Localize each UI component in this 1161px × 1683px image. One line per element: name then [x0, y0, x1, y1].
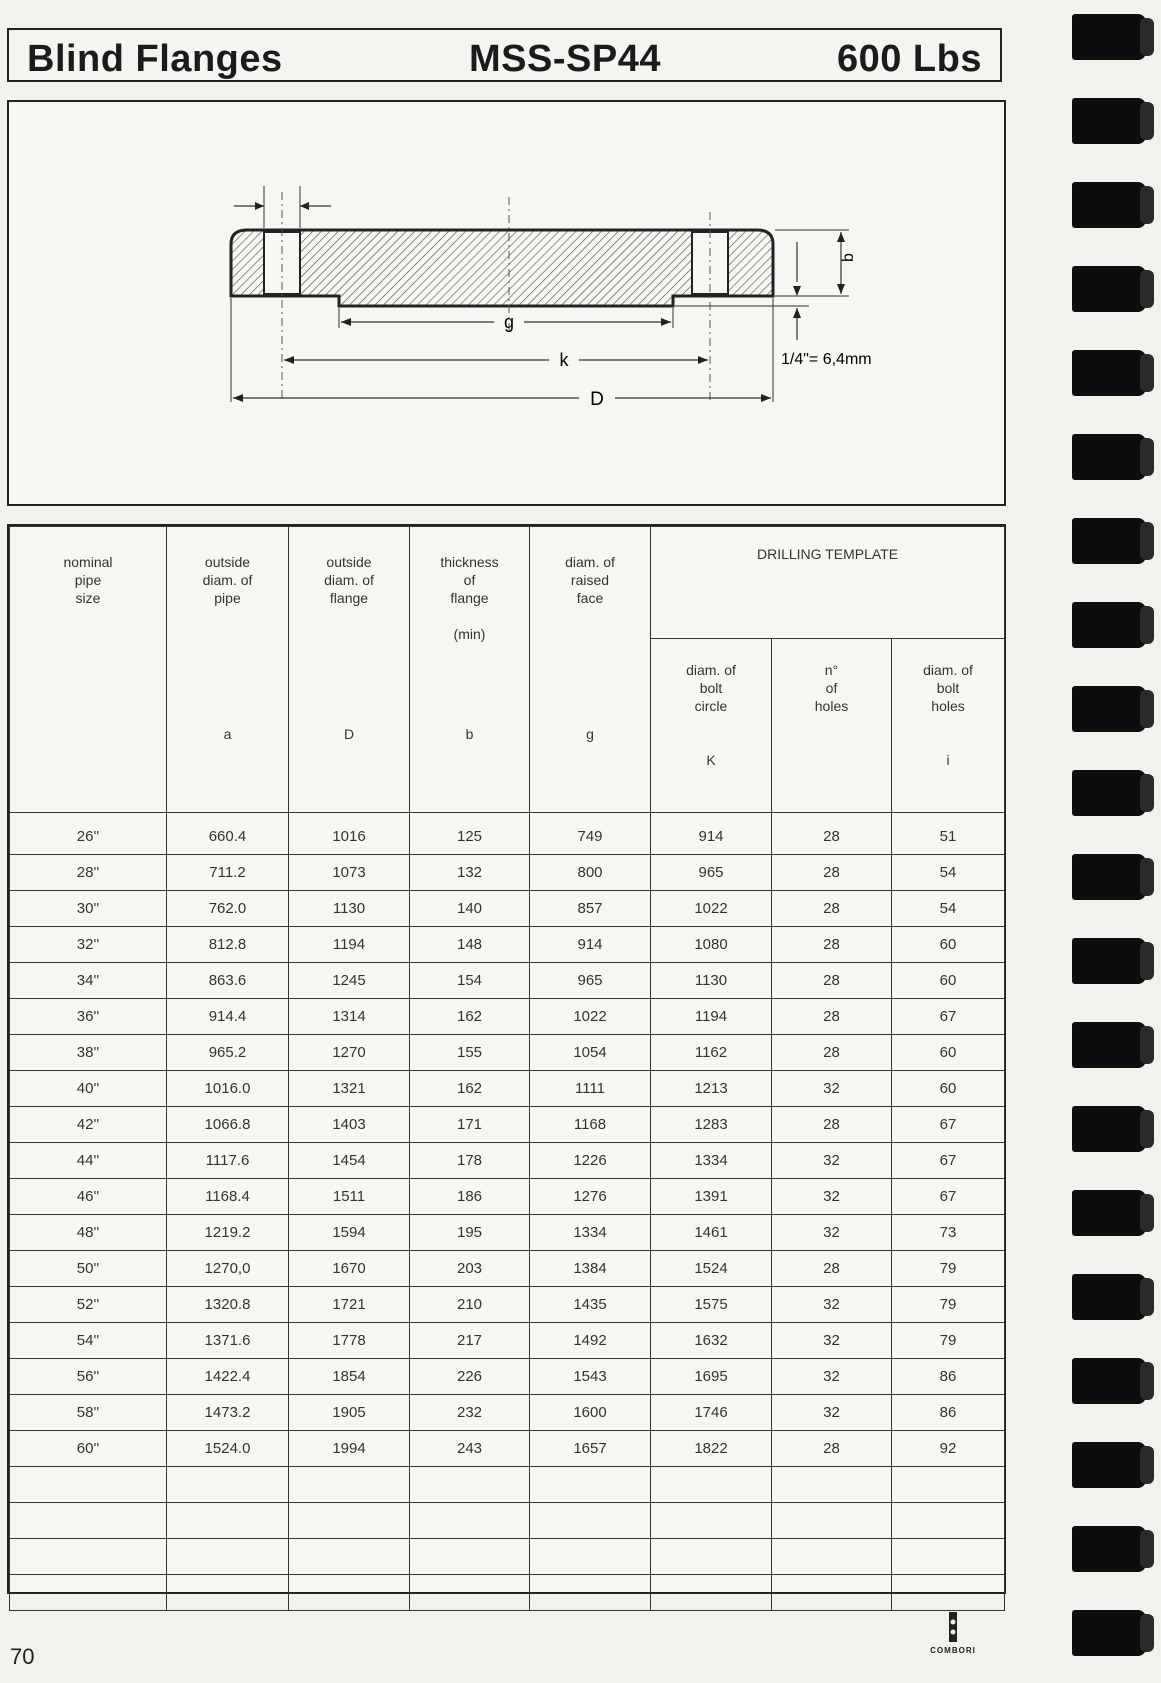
title-standard: MSS-SP44 — [469, 38, 661, 80]
table-cell-empty — [289, 1467, 410, 1503]
table-row — [10, 1071, 1005, 1107]
table-cell: 32 — [772, 1323, 892, 1359]
table-cell: 32 — [772, 1215, 892, 1251]
table-cell: 125 — [410, 813, 530, 855]
table-cell: 1213 — [651, 1071, 772, 1107]
table-cell: 1454 — [289, 1143, 410, 1179]
table-cell: 1117.6 — [167, 1143, 289, 1179]
table-cell: 32 — [772, 1071, 892, 1107]
title-product: Blind Flanges — [27, 38, 283, 80]
table-row — [10, 963, 1005, 999]
table-cell: 73 — [892, 1215, 1005, 1251]
binder-ring — [1072, 686, 1146, 732]
table-cell: 67 — [892, 1143, 1005, 1179]
table-cell: 30'' — [10, 891, 167, 927]
table-row — [10, 1215, 1005, 1251]
table-cell: 186 — [410, 1179, 530, 1215]
flange-drawing — [7, 100, 1006, 506]
table-cell-empty — [167, 1575, 289, 1611]
table-cell: 140 — [410, 891, 530, 927]
table-cell: 1543 — [530, 1359, 651, 1395]
table-cell: 79 — [892, 1251, 1005, 1287]
table-cell: 1016 — [289, 813, 410, 855]
table-cell-empty — [10, 1503, 167, 1539]
table-cell: 42'' — [10, 1107, 167, 1143]
table-cell: 1473.2 — [167, 1395, 289, 1431]
table-cell: 1334 — [651, 1143, 772, 1179]
table-row — [10, 1395, 1005, 1431]
table-cell: 46'' — [10, 1179, 167, 1215]
table-cell: 914 — [651, 813, 772, 855]
table-cell: 38'' — [10, 1035, 167, 1071]
binder-ring — [1072, 938, 1146, 984]
label-raised-face: 1/4"= 6,4mm — [781, 351, 872, 368]
binder-ring — [1072, 1022, 1146, 1068]
table-cell: 48'' — [10, 1215, 167, 1251]
table-cell: 1435 — [530, 1287, 651, 1323]
table-cell: 1162 — [651, 1035, 772, 1071]
binder-ring — [1072, 98, 1146, 144]
table-row — [10, 1359, 1005, 1395]
table-row — [10, 1431, 1005, 1467]
table-cell: 60 — [892, 1035, 1005, 1071]
table-cell: 1130 — [651, 963, 772, 999]
logo-text: COMBORI — [930, 1646, 976, 1655]
table-cell: 1594 — [289, 1215, 410, 1251]
table-cell: 1194 — [651, 999, 772, 1035]
table-cell-empty — [530, 1467, 651, 1503]
binder-ring — [1072, 1526, 1146, 1572]
table-cell: 28 — [772, 813, 892, 855]
table-cell-empty — [410, 1467, 530, 1503]
table-cell-empty — [410, 1575, 530, 1611]
table-row — [10, 1179, 1005, 1215]
table-cell: 1600 — [530, 1395, 651, 1431]
title-bar — [7, 28, 1002, 82]
table-row — [10, 1143, 1005, 1179]
table-cell: 148 — [410, 927, 530, 963]
binder-ring — [1072, 434, 1146, 480]
table-cell: 28 — [772, 999, 892, 1035]
table-row — [10, 1287, 1005, 1323]
table-cell: 67 — [892, 1107, 1005, 1143]
table-cell: 1511 — [289, 1179, 410, 1215]
table-cell: 60 — [892, 927, 1005, 963]
table-cell-empty — [167, 1539, 289, 1575]
table-cell-empty — [772, 1575, 892, 1611]
table-cell: 1245 — [289, 963, 410, 999]
header-number-of-holes: n° of holes — [772, 639, 892, 813]
table-cell: 1695 — [651, 1359, 772, 1395]
table-cell: 1066.8 — [167, 1107, 289, 1143]
table-cell-empty — [530, 1575, 651, 1611]
table-cell: 162 — [410, 1071, 530, 1107]
table-cell: 155 — [410, 1035, 530, 1071]
table-row-empty — [10, 1503, 1005, 1539]
table-cell: 1314 — [289, 999, 410, 1035]
binder-spiral — [1070, 0, 1161, 1683]
table-cell: 857 — [530, 891, 651, 927]
dimensions-table — [9, 526, 1005, 1611]
table-cell: 1524 — [651, 1251, 772, 1287]
table-cell-empty — [289, 1503, 410, 1539]
table-row — [10, 1035, 1005, 1071]
table-cell: 863.6 — [167, 963, 289, 999]
table-row — [10, 1107, 1005, 1143]
table-cell: 1422.4 — [167, 1359, 289, 1395]
table-cell: 162 — [410, 999, 530, 1035]
table-cell: 1016.0 — [167, 1071, 289, 1107]
table-cell: 36'' — [10, 999, 167, 1035]
table-cell: 195 — [410, 1215, 530, 1251]
table-cell: 1670 — [289, 1251, 410, 1287]
title-pressure-class: 600 Lbs — [836, 38, 982, 80]
table-cell-empty — [167, 1467, 289, 1503]
table-cell: 203 — [410, 1251, 530, 1287]
table-cell: 171 — [410, 1107, 530, 1143]
table-cell-empty — [651, 1539, 772, 1575]
table-cell: 914.4 — [167, 999, 289, 1035]
dimensions-table-container — [7, 524, 1006, 1594]
binder-ring — [1072, 1610, 1146, 1656]
table-cell: 1492 — [530, 1323, 651, 1359]
header-nominal-pipe-size: nominal pipe size — [10, 527, 167, 813]
table-cell: 1321 — [289, 1071, 410, 1107]
table-cell-empty — [530, 1539, 651, 1575]
table-cell: 232 — [410, 1395, 530, 1431]
table-cell-empty — [892, 1575, 1005, 1611]
table-cell: 1022 — [530, 999, 651, 1035]
table-cell: 51 — [892, 813, 1005, 855]
header-diam-bolt-circle: diam. of bolt circle K — [651, 639, 772, 813]
table-cell: 1746 — [651, 1395, 772, 1431]
table-cell: 1721 — [289, 1287, 410, 1323]
table-cell: 1194 — [289, 927, 410, 963]
table-cell: 28 — [772, 927, 892, 963]
table-cell-empty — [10, 1467, 167, 1503]
table-cell: 32 — [772, 1287, 892, 1323]
table-cell: 1632 — [651, 1323, 772, 1359]
table-cell-empty — [651, 1503, 772, 1539]
table-cell: 32 — [772, 1359, 892, 1395]
table-row — [10, 1323, 1005, 1359]
page-number: 70 — [10, 1644, 35, 1669]
table-cell-empty — [892, 1467, 1005, 1503]
table-cell: 762.0 — [167, 891, 289, 927]
table-cell: 1371.6 — [167, 1323, 289, 1359]
table-row — [10, 927, 1005, 963]
table-body — [10, 813, 1005, 1611]
table-cell: 28 — [772, 855, 892, 891]
table-cell: 1384 — [530, 1251, 651, 1287]
table-cell: 28 — [772, 963, 892, 999]
table-cell: 1575 — [651, 1287, 772, 1323]
table-cell: 28 — [772, 1431, 892, 1467]
table-cell: 217 — [410, 1323, 530, 1359]
binder-ring — [1072, 182, 1146, 228]
binder-ring — [1072, 602, 1146, 648]
binder-ring — [1072, 854, 1146, 900]
table-cell: 67 — [892, 999, 1005, 1035]
table-cell: 32 — [772, 1179, 892, 1215]
table-cell-empty — [651, 1575, 772, 1611]
table-row — [10, 813, 1005, 855]
header-outside-diam-pipe: outside diam. of pipe a — [167, 527, 289, 813]
table-cell: 32 — [772, 1143, 892, 1179]
table-row — [10, 999, 1005, 1035]
table-cell: 1270,0 — [167, 1251, 289, 1287]
binder-ring — [1072, 1274, 1146, 1320]
table-cell: 1283 — [651, 1107, 772, 1143]
table-cell: 1073 — [289, 855, 410, 891]
table-cell-empty — [892, 1539, 1005, 1575]
table-cell: 54 — [892, 855, 1005, 891]
table-cell: 1391 — [651, 1179, 772, 1215]
table-cell-empty — [772, 1467, 892, 1503]
flange-cross-section — [9, 102, 1004, 504]
label-k: k — [559, 350, 569, 370]
table-cell: 60'' — [10, 1431, 167, 1467]
table-cell: 28 — [772, 1251, 892, 1287]
table-cell-empty — [289, 1575, 410, 1611]
table-cell: 711.2 — [167, 855, 289, 891]
table-cell-empty — [772, 1503, 892, 1539]
label-b: b — [840, 253, 857, 262]
header-drilling-template: DRILLING TEMPLATE — [651, 527, 1005, 639]
table-cell: 914 — [530, 927, 651, 963]
table-cell: 1320.8 — [167, 1287, 289, 1323]
table-cell: 86 — [892, 1359, 1005, 1395]
table-cell: 32 — [772, 1395, 892, 1431]
table-cell: 1524.0 — [167, 1431, 289, 1467]
logo-mark-icon — [918, 1610, 988, 1646]
binder-ring — [1072, 770, 1146, 816]
table-cell: 86 — [892, 1395, 1005, 1431]
table-cell: 243 — [410, 1431, 530, 1467]
table-cell: 1080 — [651, 927, 772, 963]
table-cell: 660.4 — [167, 813, 289, 855]
table-cell: 1778 — [289, 1323, 410, 1359]
table-cell: 749 — [530, 813, 651, 855]
binder-ring — [1072, 350, 1146, 396]
header-diam-raised-face: diam. of raised face g — [530, 527, 651, 813]
table-cell: 1854 — [289, 1359, 410, 1395]
table-cell-empty — [772, 1539, 892, 1575]
table-row-empty — [10, 1575, 1005, 1611]
table-cell: 79 — [892, 1323, 1005, 1359]
table-row — [10, 855, 1005, 891]
table-cell: 58'' — [10, 1395, 167, 1431]
table-cell: 28'' — [10, 855, 167, 891]
table-cell: 1822 — [651, 1431, 772, 1467]
binder-ring — [1072, 1190, 1146, 1236]
table-cell: 965.2 — [167, 1035, 289, 1071]
label-g: g — [503, 312, 515, 332]
table-cell: 1226 — [530, 1143, 651, 1179]
table-cell: 28 — [772, 1035, 892, 1071]
table-cell: 1111 — [530, 1071, 651, 1107]
table-cell: 1905 — [289, 1395, 410, 1431]
table-cell: 132 — [410, 855, 530, 891]
table-cell: 210 — [410, 1287, 530, 1323]
header-outside-diam-flange: outside diam. of flange D — [289, 527, 410, 813]
table-cell: 154 — [410, 963, 530, 999]
combori-logo — [918, 1610, 988, 1660]
table-cell-empty — [289, 1539, 410, 1575]
table-row-empty — [10, 1467, 1005, 1503]
table-cell: 965 — [651, 855, 772, 891]
table-cell: 1461 — [651, 1215, 772, 1251]
table-cell: 50'' — [10, 1251, 167, 1287]
table-cell: 26'' — [10, 813, 167, 855]
header-diam-bolt-holes: diam. of bolt holes i — [892, 639, 1005, 813]
table-cell: 965 — [530, 963, 651, 999]
table-cell: 1054 — [530, 1035, 651, 1071]
table-row — [10, 891, 1005, 927]
table-cell: 1219.2 — [167, 1215, 289, 1251]
table-cell: 812.8 — [167, 927, 289, 963]
table-cell: 60 — [892, 1071, 1005, 1107]
table-cell: 52'' — [10, 1287, 167, 1323]
table-cell: 800 — [530, 855, 651, 891]
table-cell: 1270 — [289, 1035, 410, 1071]
label-D: D — [590, 389, 604, 410]
table-cell: 1168.4 — [167, 1179, 289, 1215]
table-cell: 1276 — [530, 1179, 651, 1215]
table-cell: 32'' — [10, 927, 167, 963]
table-cell: 67 — [892, 1179, 1005, 1215]
table-cell: 28 — [772, 1107, 892, 1143]
table-row — [10, 1251, 1005, 1287]
binder-ring — [1072, 518, 1146, 564]
table-cell-empty — [892, 1503, 1005, 1539]
table-cell-empty — [530, 1503, 651, 1539]
table-cell: 54 — [892, 891, 1005, 927]
table-cell-empty — [10, 1539, 167, 1575]
table-cell: 1022 — [651, 891, 772, 927]
table-cell: 44'' — [10, 1143, 167, 1179]
table-cell: 40'' — [10, 1071, 167, 1107]
table-cell: 1130 — [289, 891, 410, 927]
header-thickness-of-flange: thickness of flange (min) b — [410, 527, 530, 813]
table-cell: 56'' — [10, 1359, 167, 1395]
table-cell: 28 — [772, 891, 892, 927]
table-cell: 1994 — [289, 1431, 410, 1467]
table-cell: 1334 — [530, 1215, 651, 1251]
table-cell: 226 — [410, 1359, 530, 1395]
table-cell-empty — [410, 1503, 530, 1539]
table-cell: 1168 — [530, 1107, 651, 1143]
table-cell: 92 — [892, 1431, 1005, 1467]
table-cell: 34'' — [10, 963, 167, 999]
table-cell-empty — [410, 1539, 530, 1575]
table-cell-empty — [651, 1467, 772, 1503]
binder-ring — [1072, 266, 1146, 312]
table-row-empty — [10, 1539, 1005, 1575]
table-cell: 60 — [892, 963, 1005, 999]
table-cell-empty — [10, 1575, 167, 1611]
table-cell: 1657 — [530, 1431, 651, 1467]
binder-ring — [1072, 1106, 1146, 1152]
table-cell: 1403 — [289, 1107, 410, 1143]
binder-ring — [1072, 1358, 1146, 1404]
table-cell: 178 — [410, 1143, 530, 1179]
binder-ring — [1072, 14, 1146, 60]
binder-ring — [1072, 1442, 1146, 1488]
table-cell: 54'' — [10, 1323, 167, 1359]
table-cell-empty — [167, 1503, 289, 1539]
table-cell: 79 — [892, 1287, 1005, 1323]
